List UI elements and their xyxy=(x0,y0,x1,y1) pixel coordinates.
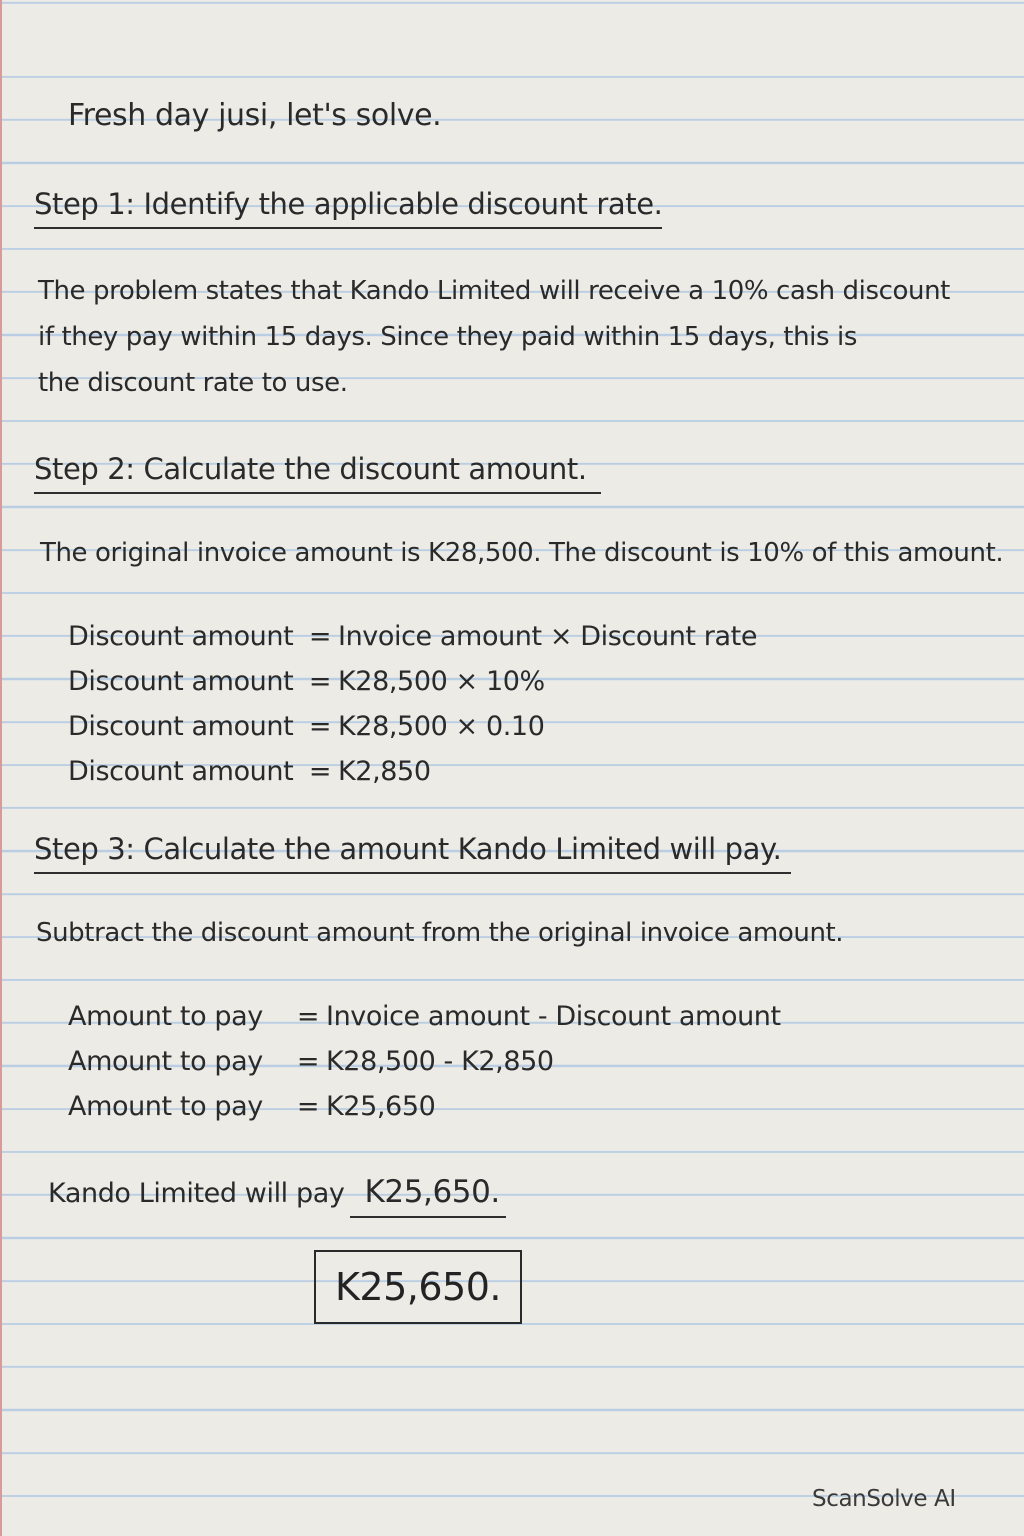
equation-row xyxy=(68,704,757,749)
equation-row xyxy=(68,1084,781,1129)
final-answer-box xyxy=(314,1250,522,1324)
equation-rhs: Invoice amount - Discount amount xyxy=(326,1001,781,1032)
equation-row xyxy=(68,659,757,704)
equation-rhs: K28,500 × 0.10 xyxy=(338,711,545,742)
paragraph-line: The original invoice amount is K28,500. The discount is 10% of this amount. xyxy=(40,538,1004,568)
discount-equations xyxy=(68,614,757,794)
equation-lhs: Amount to pay xyxy=(68,1001,263,1032)
step-2-heading: Step 2: Calculate the discount amount. xyxy=(34,452,601,494)
equation-row xyxy=(68,1039,781,1084)
equals-sign: = xyxy=(308,756,332,787)
equation-row xyxy=(68,749,757,794)
conclusion-text: Kando Limited will pay xyxy=(48,1178,345,1209)
final-answer: K25,650. xyxy=(335,1265,501,1309)
signature: ScanSolve AI xyxy=(812,1486,956,1512)
equation-rhs: K2,850 xyxy=(338,756,431,787)
paragraph-line: The problem states that Kando Limited will receive a 10% cash discount xyxy=(38,276,950,306)
equals-sign: = xyxy=(296,1001,320,1032)
step-3-heading: Step 3: Calculate the amount Kando Limited will pay. xyxy=(34,832,791,874)
equation-lhs: Discount amount xyxy=(68,621,294,652)
step-3-paragraph xyxy=(36,910,843,956)
margin-line xyxy=(0,0,2,1536)
equals-sign: = xyxy=(308,666,332,697)
paragraph-line: Subtract the discount amount from the original invoice amount. xyxy=(36,918,844,948)
conclusion-value: K25,650. xyxy=(350,1174,505,1218)
equation-lhs: Discount amount xyxy=(68,711,294,742)
equals-sign: = xyxy=(308,711,332,742)
equation-rhs: K28,500 × 10% xyxy=(338,666,545,697)
greeting: Fresh day jusi, let's solve. xyxy=(68,98,442,133)
equals-sign: = xyxy=(296,1091,320,1122)
equation-rhs: K28,500 - K2,850 xyxy=(326,1046,554,1077)
paragraph-line: if they pay within 15 days. Since they paid within 15 days, this is xyxy=(38,322,857,352)
step-1-paragraph xyxy=(38,268,950,406)
equation-row xyxy=(68,614,757,659)
equation-rhs: Invoice amount × Discount rate xyxy=(338,621,758,652)
equation-lhs: Discount amount xyxy=(68,756,294,787)
equation-lhs: Discount amount xyxy=(68,666,294,697)
equals-sign: = xyxy=(296,1046,320,1077)
conclusion xyxy=(48,1174,506,1218)
equation-row xyxy=(68,994,781,1039)
equation-rhs: K25,650 xyxy=(326,1091,436,1122)
step-1-heading: Step 1: Identify the applicable discount rate. xyxy=(34,187,662,229)
equation-lhs: Amount to pay xyxy=(68,1046,263,1077)
equals-sign: = xyxy=(308,621,332,652)
paragraph-line: the discount rate to use. xyxy=(38,368,348,398)
equation-lhs: Amount to pay xyxy=(68,1091,263,1122)
step-2-paragraph xyxy=(40,530,1003,576)
payment-equations xyxy=(68,994,781,1129)
